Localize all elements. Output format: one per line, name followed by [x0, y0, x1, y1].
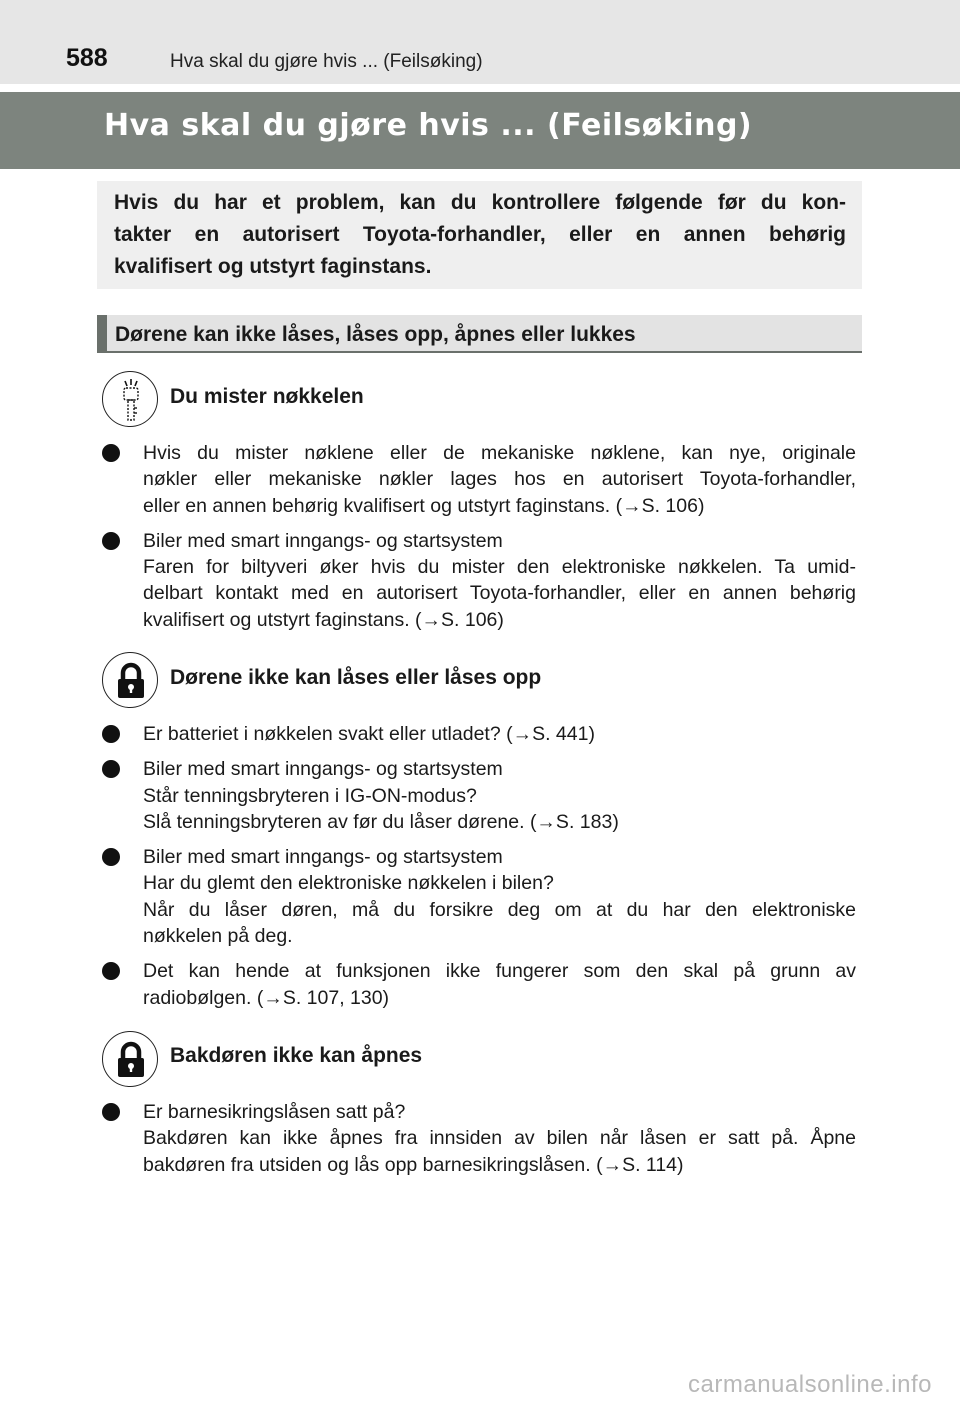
title-band: [0, 92, 960, 169]
intro-text: [114, 187, 846, 283]
subsection-title-back-door: Bakdøren ikke kan åpnes: [170, 1044, 423, 1067]
item-line: Bakdøren kan ikke åpnes fra innsiden av bilen når låsen er satt på. Åpne: [143, 1127, 856, 1150]
list-item: [100, 844, 856, 949]
list-back-door: [100, 1099, 856, 1187]
intro-line: Hvis du har et problem, kan du kontrollere følgende før du kon-: [114, 191, 846, 214]
intro-line: takter en autorisert Toyota-forhandler, eller en annen behørig: [114, 223, 846, 246]
page-number: 588: [66, 44, 108, 72]
bullet-icon: [102, 444, 120, 462]
intro-line: kvalifisert og utstyrt faginstans.: [114, 255, 432, 278]
item-line: Biler med smart inngangs- og startsystem: [143, 846, 503, 869]
list-item: [100, 440, 856, 519]
bullet-icon: [102, 725, 120, 743]
item-line: radiobølgen. (→S. 107, 130): [143, 986, 390, 1009]
item-line: Biler med smart inngangs- og startsystem: [143, 758, 503, 781]
item-line: Når du låser døren, må du forsikre deg om at du har den elektroniske: [143, 898, 856, 921]
item-line: Er batteriet i nøkkelen svakt eller utladet? (→S. 441): [143, 723, 595, 745]
item-line: Biler med smart inngangs- og startsystem: [143, 529, 503, 552]
list-doors-lock: [100, 721, 856, 1020]
subsection-title-lost-key: Du mister nøkkelen: [170, 385, 364, 408]
item-line: Det kan hende at funksjonen ikke fungerer som den skal på grunn av: [143, 960, 856, 983]
list-item: [100, 958, 856, 1011]
list-item: [100, 528, 856, 633]
item-line: nøkkelen på deg.: [143, 925, 293, 948]
watermark: carmanualsonline.info: [688, 1371, 932, 1398]
item-line: bakdøren fra utsiden og lås opp barnesikringslåsen. (→S. 114): [143, 1153, 684, 1176]
padlock-icon: [102, 1031, 158, 1087]
item-line: Har du glemt den elektroniske nøkkelen i bilen?: [143, 872, 554, 895]
item-line: delbart kontakt med en autorisert Toyota-forhandler, eller en annen behørig: [143, 582, 856, 605]
item-line: Faren for biltyveri øker hvis du mister den elektroniske nøkkelen. Ta umid-: [143, 556, 856, 579]
list-lost-key: [100, 440, 856, 642]
bullet-icon: [102, 848, 120, 866]
bullet-icon: [102, 532, 120, 550]
section-heading: [97, 315, 862, 353]
item-line: eller en annen behørig kvalifisert og utstyrt faginstans. (→S. 106): [143, 494, 705, 517]
padlock-icon: [102, 652, 158, 708]
intro-box: [97, 181, 862, 289]
running-title: Hva skal du gjøre hvis ... (Feilsøking): [170, 51, 483, 72]
item-line: Hvis du mister nøklene eller de mekaniske nøklene, kan nye, originale: [143, 442, 856, 464]
item-line: nøkler eller mekaniske nøkler lages hos en autorisert Toyota-forhandler,: [143, 468, 856, 491]
item-line: Er barnesikringslåsen satt på?: [143, 1101, 406, 1123]
bullet-icon: [102, 760, 120, 778]
item-line: Slå tenningsbryteren av før du låser dørene. (→S. 183): [143, 810, 619, 833]
bullet-icon: [102, 962, 120, 980]
list-item: [100, 1099, 856, 1178]
list-item: [100, 756, 856, 835]
page-header: [0, 0, 960, 84]
item-line: kvalifisert og utstyrt faginstans. (→S. 106): [143, 608, 504, 631]
subsection-title-doors-lock: Dørene ikke kan låses eller låses opp: [170, 666, 542, 689]
bullet-icon: [102, 1103, 120, 1121]
section-heading-text: Dørene kan ikke låses, låses opp, åpnes eller lukkes: [115, 323, 636, 346]
item-line: Står tenningsbryteren i IG-ON-modus?: [143, 784, 477, 807]
page-title: Hva skal du gjøre hvis ... (Feilsøking): [104, 108, 753, 143]
key-icon: [102, 371, 158, 427]
list-item: [100, 721, 856, 747]
